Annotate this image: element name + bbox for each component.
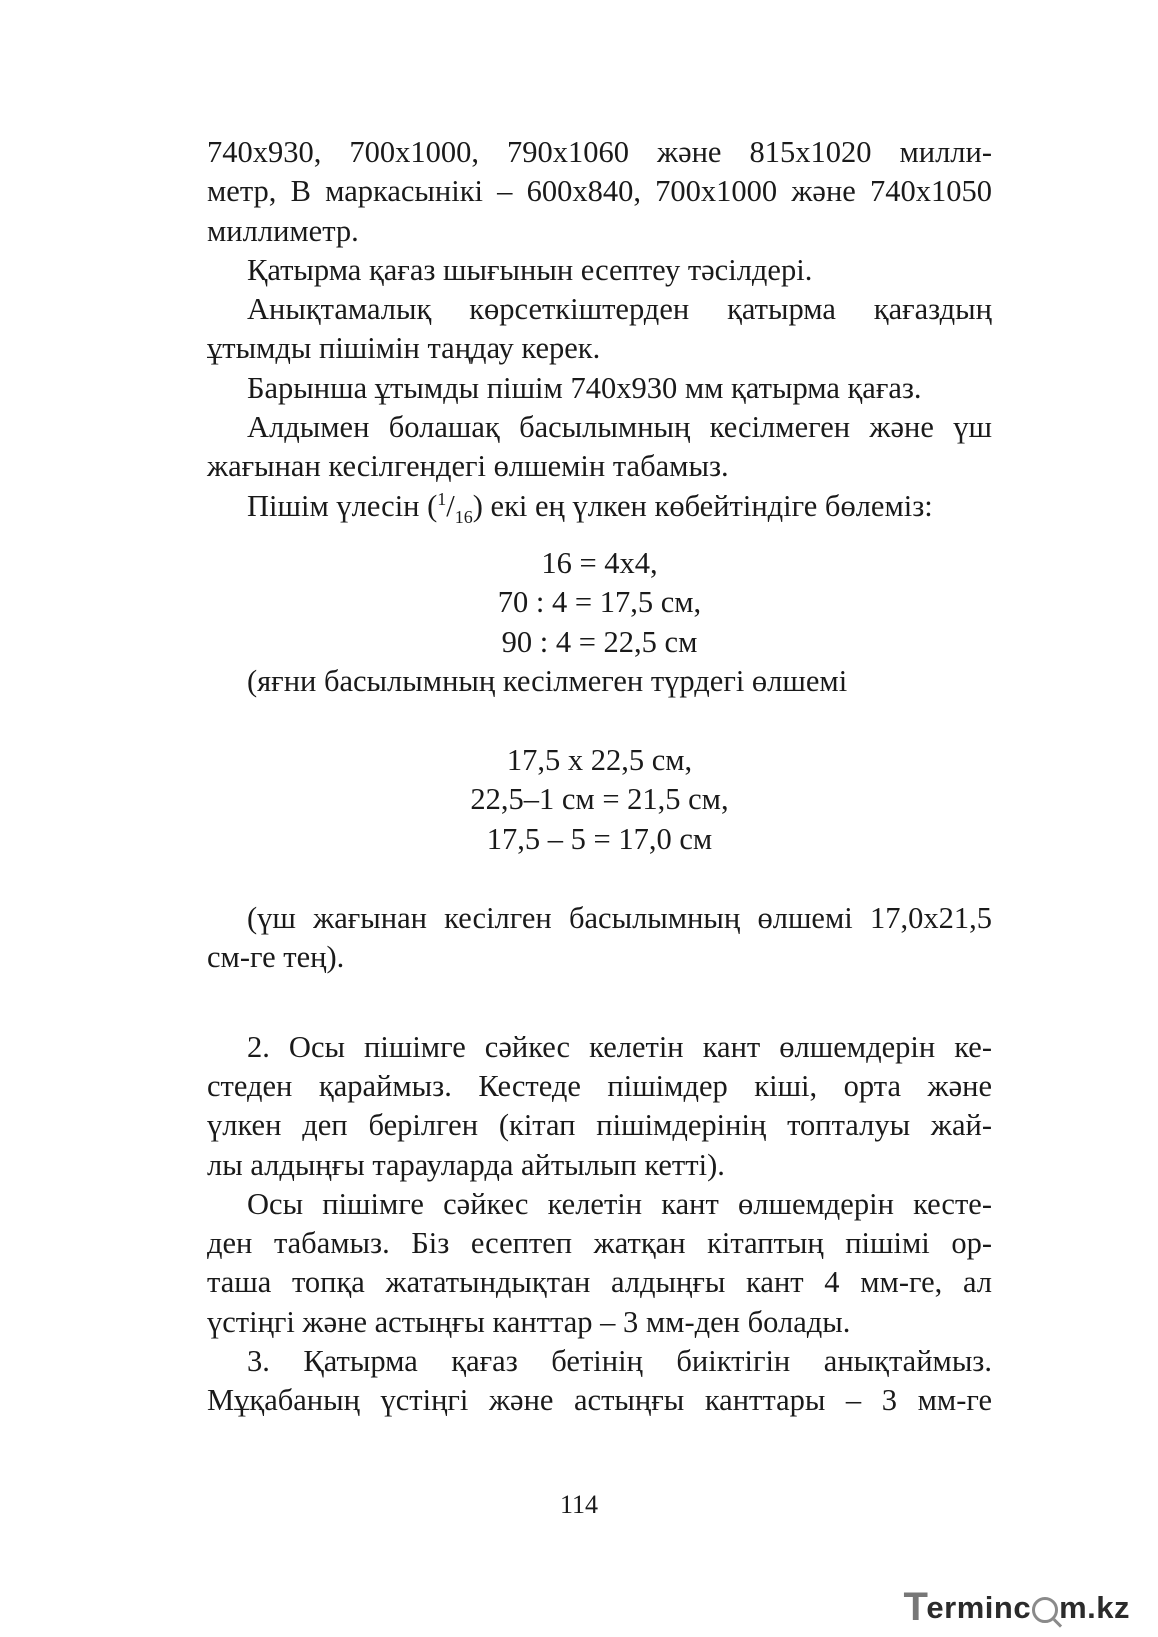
magnifier-icon [1032, 1597, 1058, 1623]
paragraph-line: метр, В маркасынікі – 600x840, 700x1000 және 740x1050 [207, 174, 992, 209]
paragraph-line: 2. Осы пішімге сәйкес келетін кант өлшемдерін ке- [247, 1029, 992, 1064]
equation-line: 16 = 4x4, [541, 545, 658, 580]
paragraph-line: ұтымды пішімін таңдау керек. [207, 331, 601, 366]
watermark-domain: m.kz [1059, 1589, 1130, 1625]
spacer [207, 701, 992, 741]
equation-line: 70 : 4 = 17,5 см, [497, 585, 702, 620]
paragraph-line: Барынша ұтымды пішім 740x930 мм қатырма қағаз. [247, 370, 922, 405]
spacer [207, 526, 992, 544]
paragraph-line: лы алдыңғы тарауларда айтылып кетті). [207, 1147, 725, 1182]
text-span: ) екі ең үлкен көбейтіндіге бөлеміз: [472, 488, 933, 523]
paragraph-line: см-ге тең). [207, 940, 345, 975]
paragraph-line: Алдымен болашақ басылымның кесілмеген және үш [247, 410, 992, 445]
paragraph-line: миллиметр. [207, 213, 359, 248]
paragraph-line: 3. Қатырма қағаз бетінің биіктігін анықтаймыз. [247, 1344, 992, 1379]
site-watermark [903, 1585, 1130, 1630]
spacer [207, 978, 992, 1028]
paragraph-line: 740x930, 700x1000, 790x1060 және 815x1020 милли- [207, 135, 992, 169]
paragraph-line: үлкен деп берілген (кітап пішімдерінің топталуы жай- [207, 1108, 992, 1143]
paragraph-line: Анықтамалық көрсеткіштерден қатырма қағаздың [247, 292, 992, 327]
equation-line: 17,5 – 5 = 17,0 см [486, 821, 713, 856]
equation-line: 17,5 x 22,5 см, [506, 743, 693, 778]
text-span: Пішім үлесін ( [247, 488, 438, 523]
watermark-t: T [903, 1585, 929, 1629]
paragraph-line: Қатырма қағаз шығынын есептеу тәсілдері. [247, 252, 813, 287]
paragraph-line-fraction [207, 487, 992, 526]
page-body [207, 133, 992, 1421]
fraction-numerator: 1 [437, 488, 447, 509]
paragraph-line: Осы пішімге сәйкес келетін кант өлшемдерін кесте- [247, 1186, 992, 1221]
fraction-denominator: 16 [454, 506, 473, 527]
paragraph-line: стеден қараймыз. Кестеде пішімдер кіші, орта және [207, 1068, 992, 1103]
fraction-slash: / [446, 488, 455, 523]
paragraph-line: жағынан кесілгендегі өлшемін табамыз. [207, 449, 729, 484]
watermark-text: erminc [926, 1589, 1032, 1625]
paragraph-line: (яғни басылымның кесілмеген түрдегі өлшемі [247, 663, 848, 698]
equation-line: 90 : 4 = 22,5 см [501, 624, 698, 659]
paragraph-line: (үш жағынан кесілген басылымның өлшемі 17,0x21,5 [247, 901, 992, 936]
spacer [207, 859, 992, 899]
equation-line: 22,5–1 см = 21,5 см, [470, 782, 729, 817]
page-number: 114 [559, 1490, 599, 1519]
paragraph-line: ден табамыз. Біз есептеп жатқан кітаптың пішімі ор- [207, 1226, 992, 1261]
paragraph-line: Мұқабаның үстіңгі және астыңғы канттары – 3 мм-ге [207, 1383, 992, 1418]
paragraph-line: таша топқа жататындықтан алдыңғы кант 4 мм-ге, ал [207, 1265, 992, 1300]
paragraph-line: үстіңгі және астыңғы канттар – 3 мм-ден болады. [207, 1304, 851, 1339]
